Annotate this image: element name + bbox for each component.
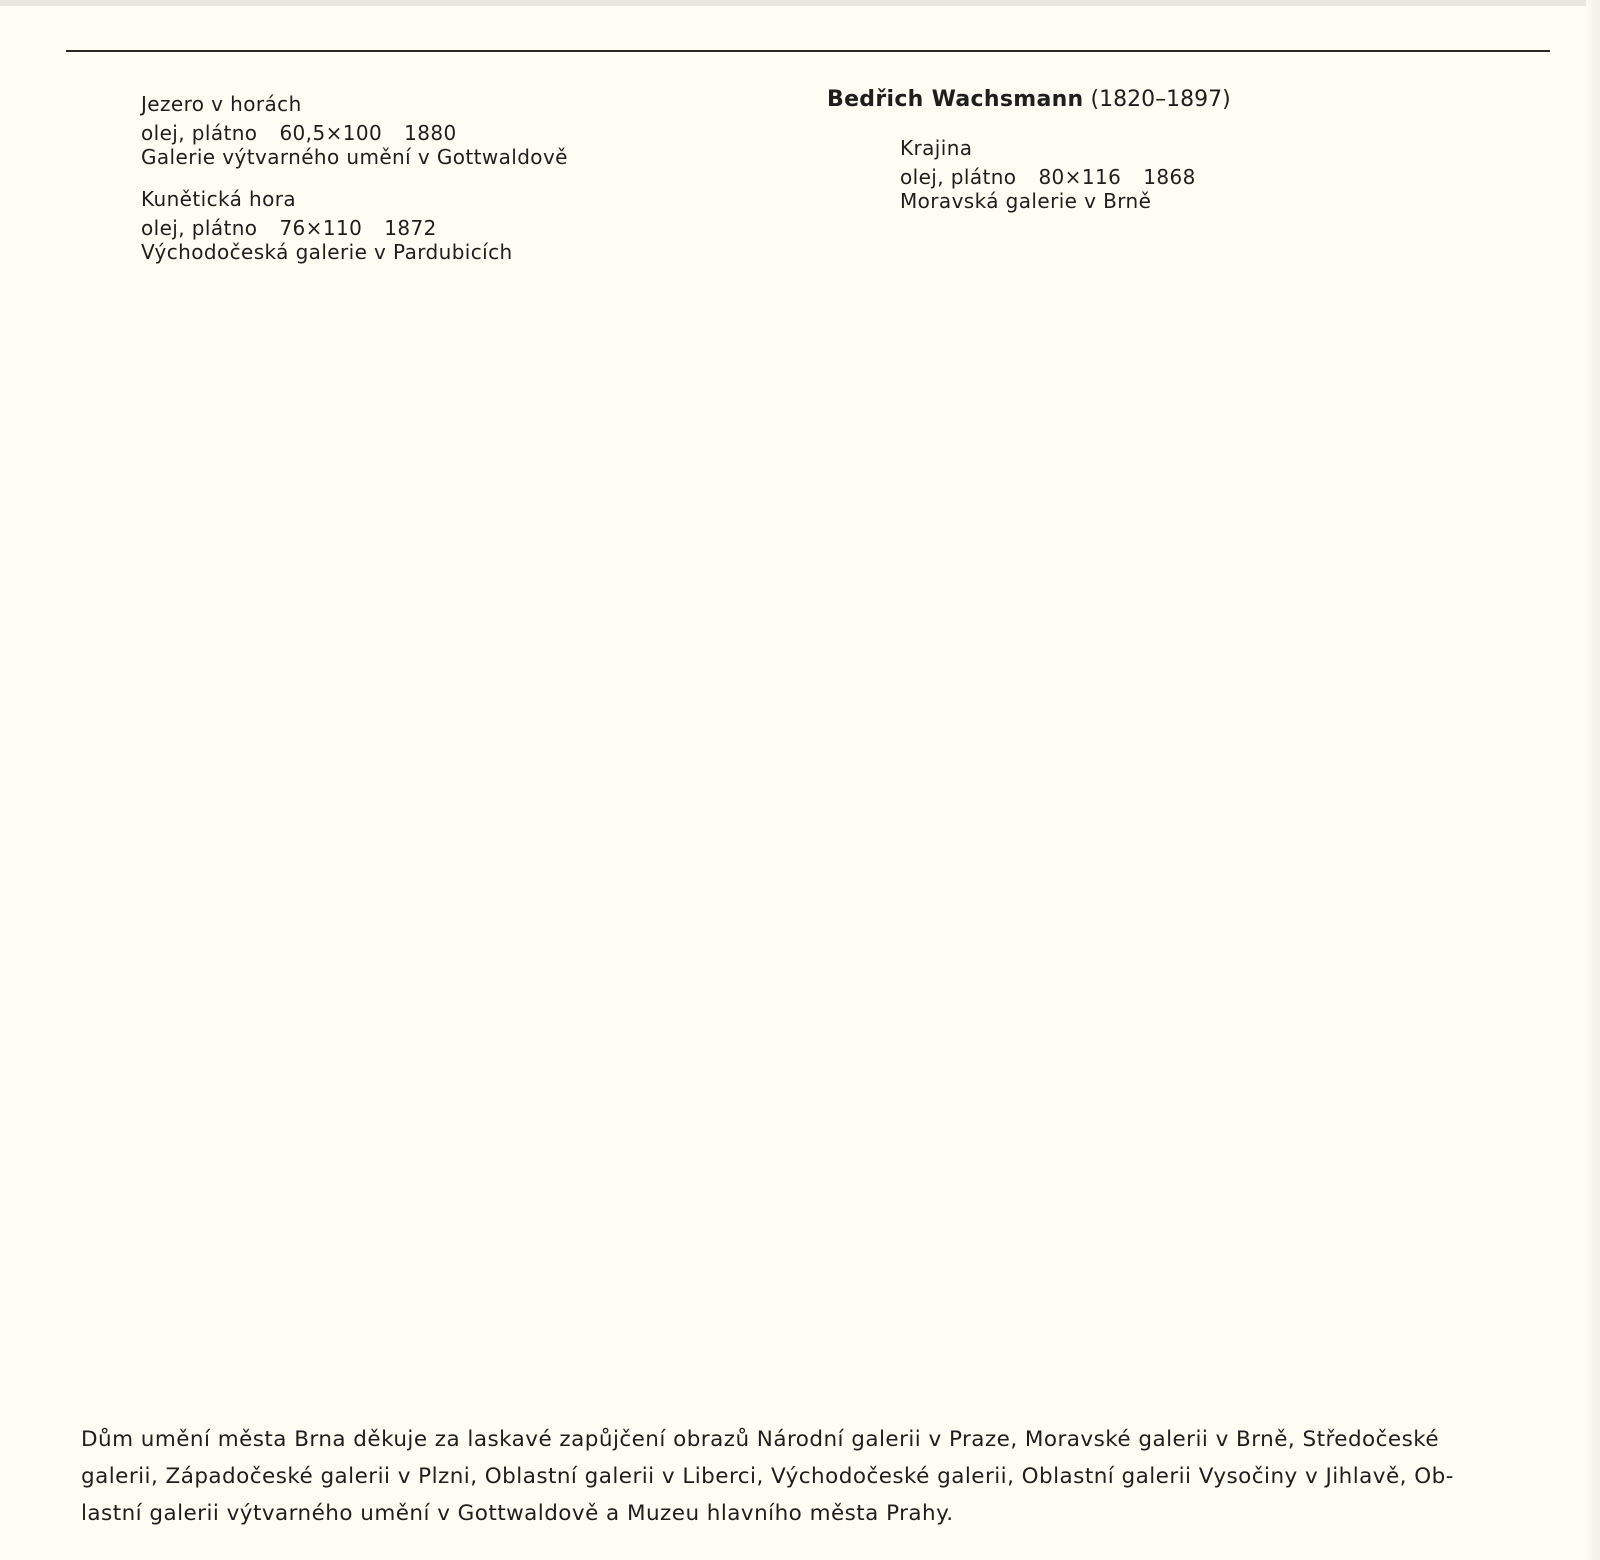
artwork-collection: Východočeská galerie v Pardubicích <box>141 240 513 264</box>
acknowledgement-paragraph <box>81 1421 1561 1532</box>
top-rule <box>66 50 1550 52</box>
page-top-edge <box>0 0 1600 6</box>
page-right-edge <box>1586 0 1600 1560</box>
acknowledgement-line: lastní galerii výtvarného umění v Gottwaldově a Muzeu hlavního města Prahy. <box>81 1501 954 1526</box>
artwork-medium: olej, plátno <box>900 165 1017 189</box>
artwork-collection: Moravská galerie v Brně <box>900 189 1152 213</box>
artwork-year: 1880 <box>404 121 457 145</box>
artist-heading <box>827 86 1527 114</box>
right-column <box>827 86 1527 231</box>
artwork-dimensions: 80×116 <box>1038 165 1122 189</box>
artwork-details <box>141 121 741 145</box>
artwork-collection: Galerie výtvarného umění v Gottwaldově <box>141 145 568 169</box>
artwork-year: 1872 <box>384 216 437 240</box>
left-column <box>141 92 741 282</box>
artwork-medium: olej, plátno <box>141 216 258 240</box>
artist-dates: (1820–1897) <box>1090 87 1231 112</box>
artwork-entry <box>900 136 1527 213</box>
artwork-details <box>141 216 741 240</box>
acknowledgement-line: galerii, Západočeské galerii v Plzni, Oblastní galerii v Liberci, Východočeské galerii, Oblastní galerii Vysočiny v Jihlavě, Ob- <box>81 1464 1454 1489</box>
artwork-dimensions: 76×110 <box>279 216 363 240</box>
artwork-title: Kunětická hora <box>141 187 297 211</box>
artist-name: Bedřich Wachsmann <box>827 87 1084 112</box>
artwork-title: Jezero v horách <box>141 92 302 116</box>
artwork-year: 1868 <box>1143 165 1196 189</box>
acknowledgement-line: Dům umění města Brna děkuje za laskavé zapůjčení obrazů Národní galerii v Praze, Moravské galerii v Brně, Středočeské <box>81 1427 1440 1452</box>
artwork-dimensions: 60,5×100 <box>279 121 383 145</box>
artwork-title: Krajina <box>900 136 973 160</box>
artwork-details <box>900 165 1527 189</box>
artwork-entry <box>141 92 741 169</box>
artwork-entry <box>141 187 741 264</box>
artwork-medium: olej, plátno <box>141 121 258 145</box>
